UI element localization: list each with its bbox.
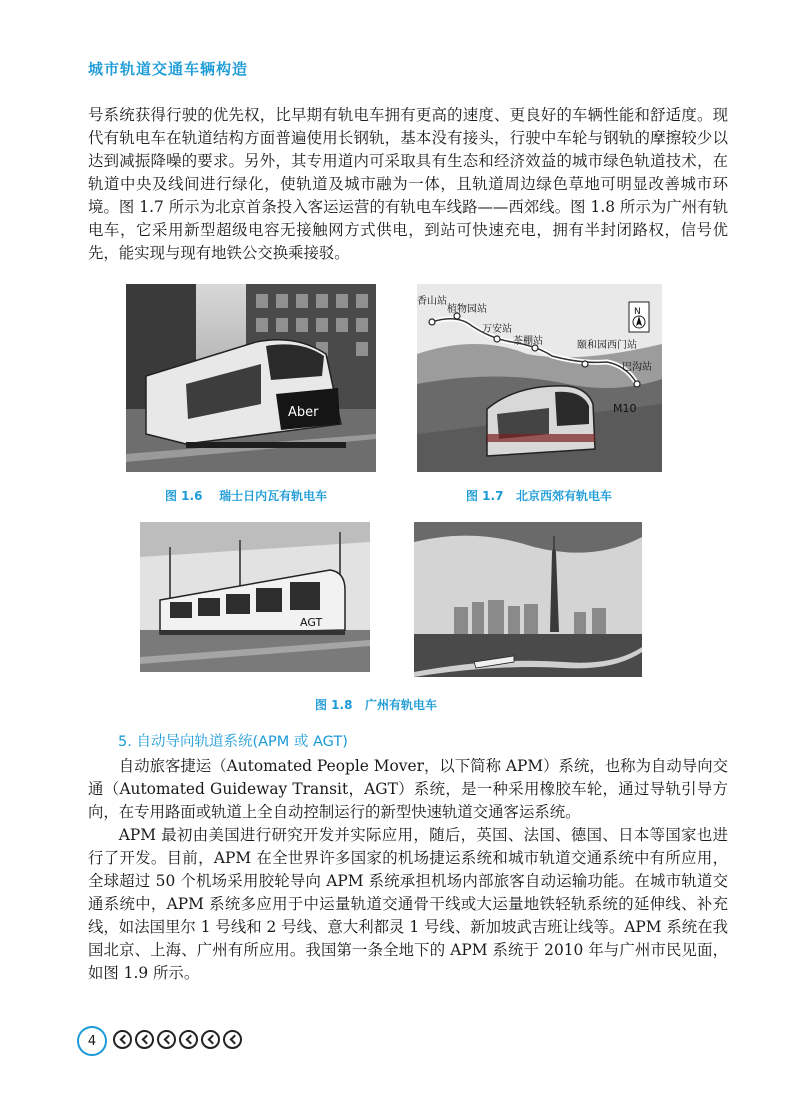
page-arrows-decoration <box>113 1030 242 1049</box>
tram-ad-text: Aber <box>288 405 319 420</box>
left-arrow-icon <box>113 1030 132 1049</box>
station-label: 颐和园西门站 <box>577 340 637 351</box>
page-number: 4 <box>77 1026 107 1056</box>
figure-1-8-caption <box>315 696 437 713</box>
figure-1-7-photo <box>417 284 662 472</box>
running-title: 城市轨道交通车辆构造 <box>88 60 249 78</box>
figure-title: 广州有轨电车 <box>364 698 437 712</box>
section-heading: 5. 自动导向轨道系统(APM 或 AGT) <box>118 734 348 750</box>
left-arrow-icon <box>201 1030 220 1049</box>
figure-number: 图 1.7 <box>466 489 504 503</box>
tram-ad-text: AGT <box>300 616 323 629</box>
body-paragraph-3: APM 最初由美国进行研究开发并实际应用，随后，英国、法国、德国、日本等国家也进行了开发。目前，APM 在全世界许多国家的机场捷运系统和城市轨道交通系统中有所应用，全球超过 50 个机场采用胶轮导向 APM 系统承担机场内部旅客自动运输功能。在城市轨道交通系统中，APM 系统多应用于中运量轨道交通骨干线或大运量地铁轻轨系统的延伸线、补充线，如法国里尔 1 号线和 2 号线、意大利都灵 1 号线、新加坡武吉班让线等。APM 系统在我国北京、上海、广州有所应用。我国第一条全地下的 APM 系统于 2010 年与广州市民见面，如图 1.9 所示。 <box>88 826 728 982</box>
body-paragraph-1: 号系统获得行驶的优先权，比早期有轨电车拥有更高的速度、更良好的车辆性能和舒适度。现代有轨电车在轨道结构方面普遍使用长钢轨，基本没有接头，行驶中车轮与钢轨的摩擦较少以达到减振降噪的要求。另外，其专用道内可采取具有生态和经济效益的城市绿色轨道技术，在轨道中央及线间进行绿化，使轨道及城市融为一体，且轨道周边绿色草地可明显改善城市环境。图 1.7 所示为北京首条投入客运运营的有轨电车线路——西郊线。图 1.8 所示为广州有轨电车，它采用新型超级电容无接触网方式供电，到站可快速充电，拥有半封闭路权，信号优先，能实现与现有地铁公交换乘接驳。 <box>88 106 728 262</box>
figure-1-8-photo-station <box>140 522 370 672</box>
line-label: M10 <box>613 402 637 415</box>
station-label: 茶棚站 <box>513 336 543 347</box>
figure-title: 北京西郊有轨电车 <box>515 489 612 503</box>
left-arrow-icon <box>179 1030 198 1049</box>
station-label: 香山站 <box>417 296 447 307</box>
figure-1-7-caption <box>466 487 612 504</box>
figure-1-6-photo <box>126 284 376 472</box>
figure-number: 图 1.8 <box>315 698 353 712</box>
figure-1-6-caption <box>165 487 327 504</box>
station-label: 万安站 <box>482 324 512 335</box>
body-paragraph-2: 自动旅客捷运（Automated People Mover，以下简称 APM）系统，也称为自动导向交通（Automated Guideway Transit，AGT）系统，是一种采用橡胶车轮，通过导轨引导方向，在专用路面或轨道上全自动控制运行的新型快速轨道交通客运系统。 <box>88 757 728 821</box>
left-arrow-icon <box>135 1030 154 1049</box>
left-arrow-icon <box>223 1030 242 1049</box>
left-arrow-icon <box>157 1030 176 1049</box>
figure-number: 图 1.6 <box>165 489 203 503</box>
figure-title: 瑞士日内瓦有轨电车 <box>219 489 328 503</box>
figure-1-8-photo-skyline <box>414 522 642 677</box>
station-label: 巴沟站 <box>622 362 652 373</box>
compass-icon: N <box>634 307 641 317</box>
station-label: 植物园站 <box>447 304 487 315</box>
